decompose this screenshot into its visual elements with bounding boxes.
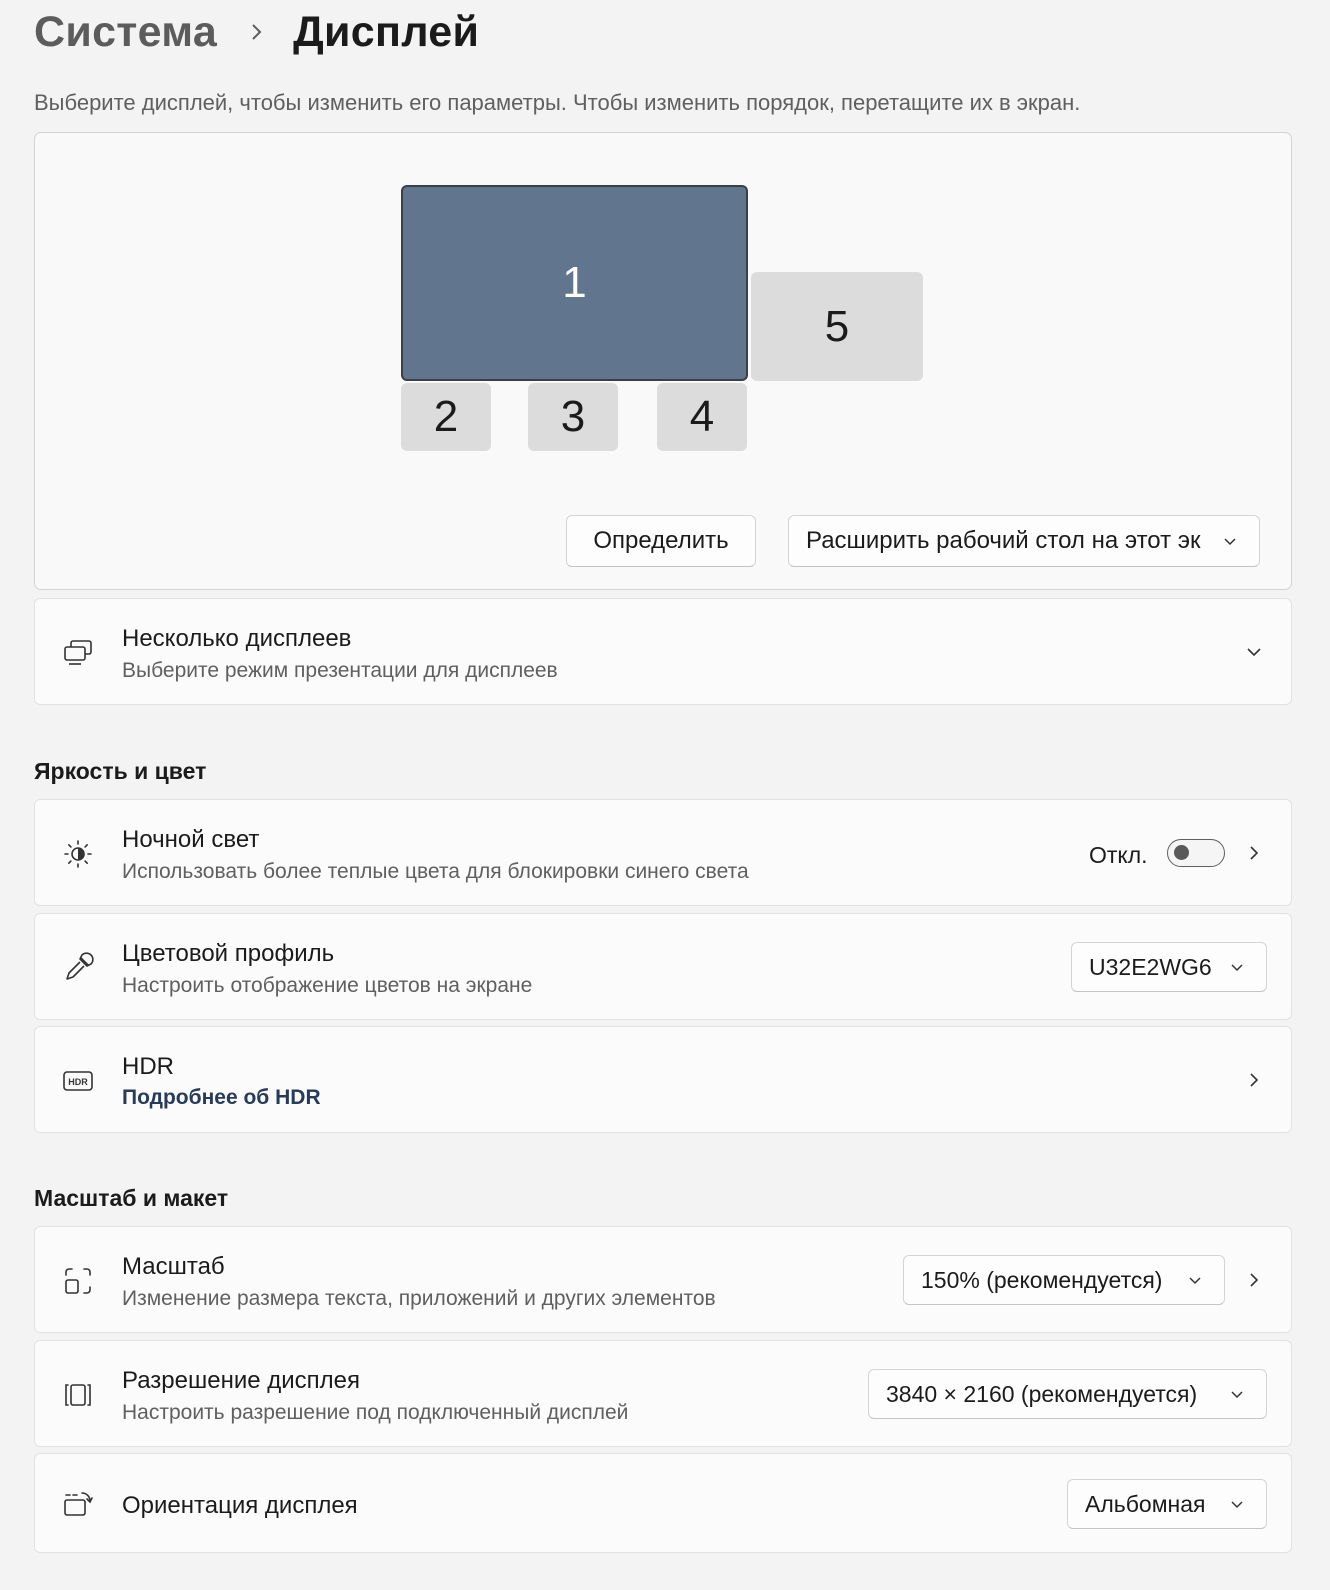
color-profile-dropdown[interactable] [1071,942,1267,992]
eyedropper-icon [61,951,95,985]
hdr-icon [61,1064,95,1098]
monitor-1[interactable]: 1 [401,185,748,381]
multiple-displays-card[interactable] [34,598,1292,705]
breadcrumb [34,2,479,62]
night-light-subtitle: Использовать более теплые цвета для блокировки синего света [122,860,749,883]
night-light-toggle[interactable] [1167,839,1225,867]
night-light-card[interactable] [34,799,1292,906]
orientation-dropdown[interactable] [1067,1479,1267,1529]
chevron-down-icon [1228,1495,1246,1513]
color-profile-title: Цветовой профиль [122,940,335,967]
resolution-card[interactable] [34,1340,1292,1447]
display-mode-dropdown[interactable]: Расширить рабочий стол на этот эк [788,515,1260,567]
night-light-state-label: Откл. [1089,842,1148,868]
display-arrangement-panel [34,132,1292,590]
monitor-4[interactable]: 4 [657,383,747,451]
section-heading-scale: Масштаб и макет [34,1185,229,1211]
hdr-learn-more-link[interactable]: Подробнее об HDR [122,1086,321,1109]
chevron-down-icon [1228,958,1246,976]
resolution-icon [61,1378,95,1412]
monitor-2[interactable]: 2 [401,383,491,451]
page-title: Дисплей [293,7,480,56]
resolution-value: 3840 × 2160 (рекомендуется) [886,1380,1198,1407]
orientation-value: Альбомная [1085,1490,1206,1517]
chevron-down-icon [1221,532,1239,550]
monitor-3[interactable]: 3 [528,383,618,451]
orientation-card[interactable] [34,1453,1292,1553]
scale-subtitle: Изменение размера текста, приложений и других элементов [122,1287,716,1310]
resolution-title: Разрешение дисплея [122,1367,361,1394]
breadcrumb-parent[interactable]: Система [34,7,218,56]
scale-icon [61,1264,95,1298]
orientation-title: Ориентация дисплея [122,1492,358,1519]
multiple-displays-title: Несколько дисплеев [122,625,352,652]
scale-card[interactable] [34,1226,1292,1333]
hdr-title: HDR [122,1053,174,1080]
chevron-right-icon[interactable] [1243,1269,1265,1291]
color-profile-value: U32E2WG6 [1089,953,1212,980]
orientation-icon [61,1488,95,1522]
multiple-displays-icon [61,635,95,669]
color-profile-card[interactable] [34,913,1292,1020]
night-light-icon [61,837,95,871]
multiple-displays-subtitle: Выберите режим презентации для дисплеев [122,659,558,682]
identify-button[interactable]: Определить [566,515,756,567]
arrangement-instruction: Выберите дисплей, чтобы изменить его параметры. Чтобы изменить порядок, перетащите их в экран. [34,90,1081,115]
night-light-title: Ночной свет [122,826,260,853]
svg-text:HDR: HDR [68,1077,88,1087]
scale-value: 150% (рекомендуется) [921,1266,1163,1293]
chevron-down-icon [1186,1271,1204,1289]
hdr-card[interactable] [34,1026,1292,1133]
chevron-down-icon [1228,1385,1246,1403]
scale-title: Масштаб [122,1253,225,1280]
color-profile-subtitle: Настроить отображение цветов на экране [122,974,533,997]
scale-dropdown[interactable] [903,1255,1225,1305]
resolution-subtitle: Настроить разрешение под подключенный дисплей [122,1401,629,1424]
section-heading-brightness: Яркость и цвет [34,758,207,784]
toggle-knob [1174,845,1189,860]
chevron-down-icon[interactable] [1243,641,1265,663]
chevron-right-icon[interactable] [1243,842,1265,864]
monitor-5[interactable]: 5 [751,272,923,381]
resolution-dropdown[interactable] [868,1369,1267,1419]
chevron-right-icon[interactable] [1243,1069,1265,1091]
chevron-right-icon [237,12,277,52]
